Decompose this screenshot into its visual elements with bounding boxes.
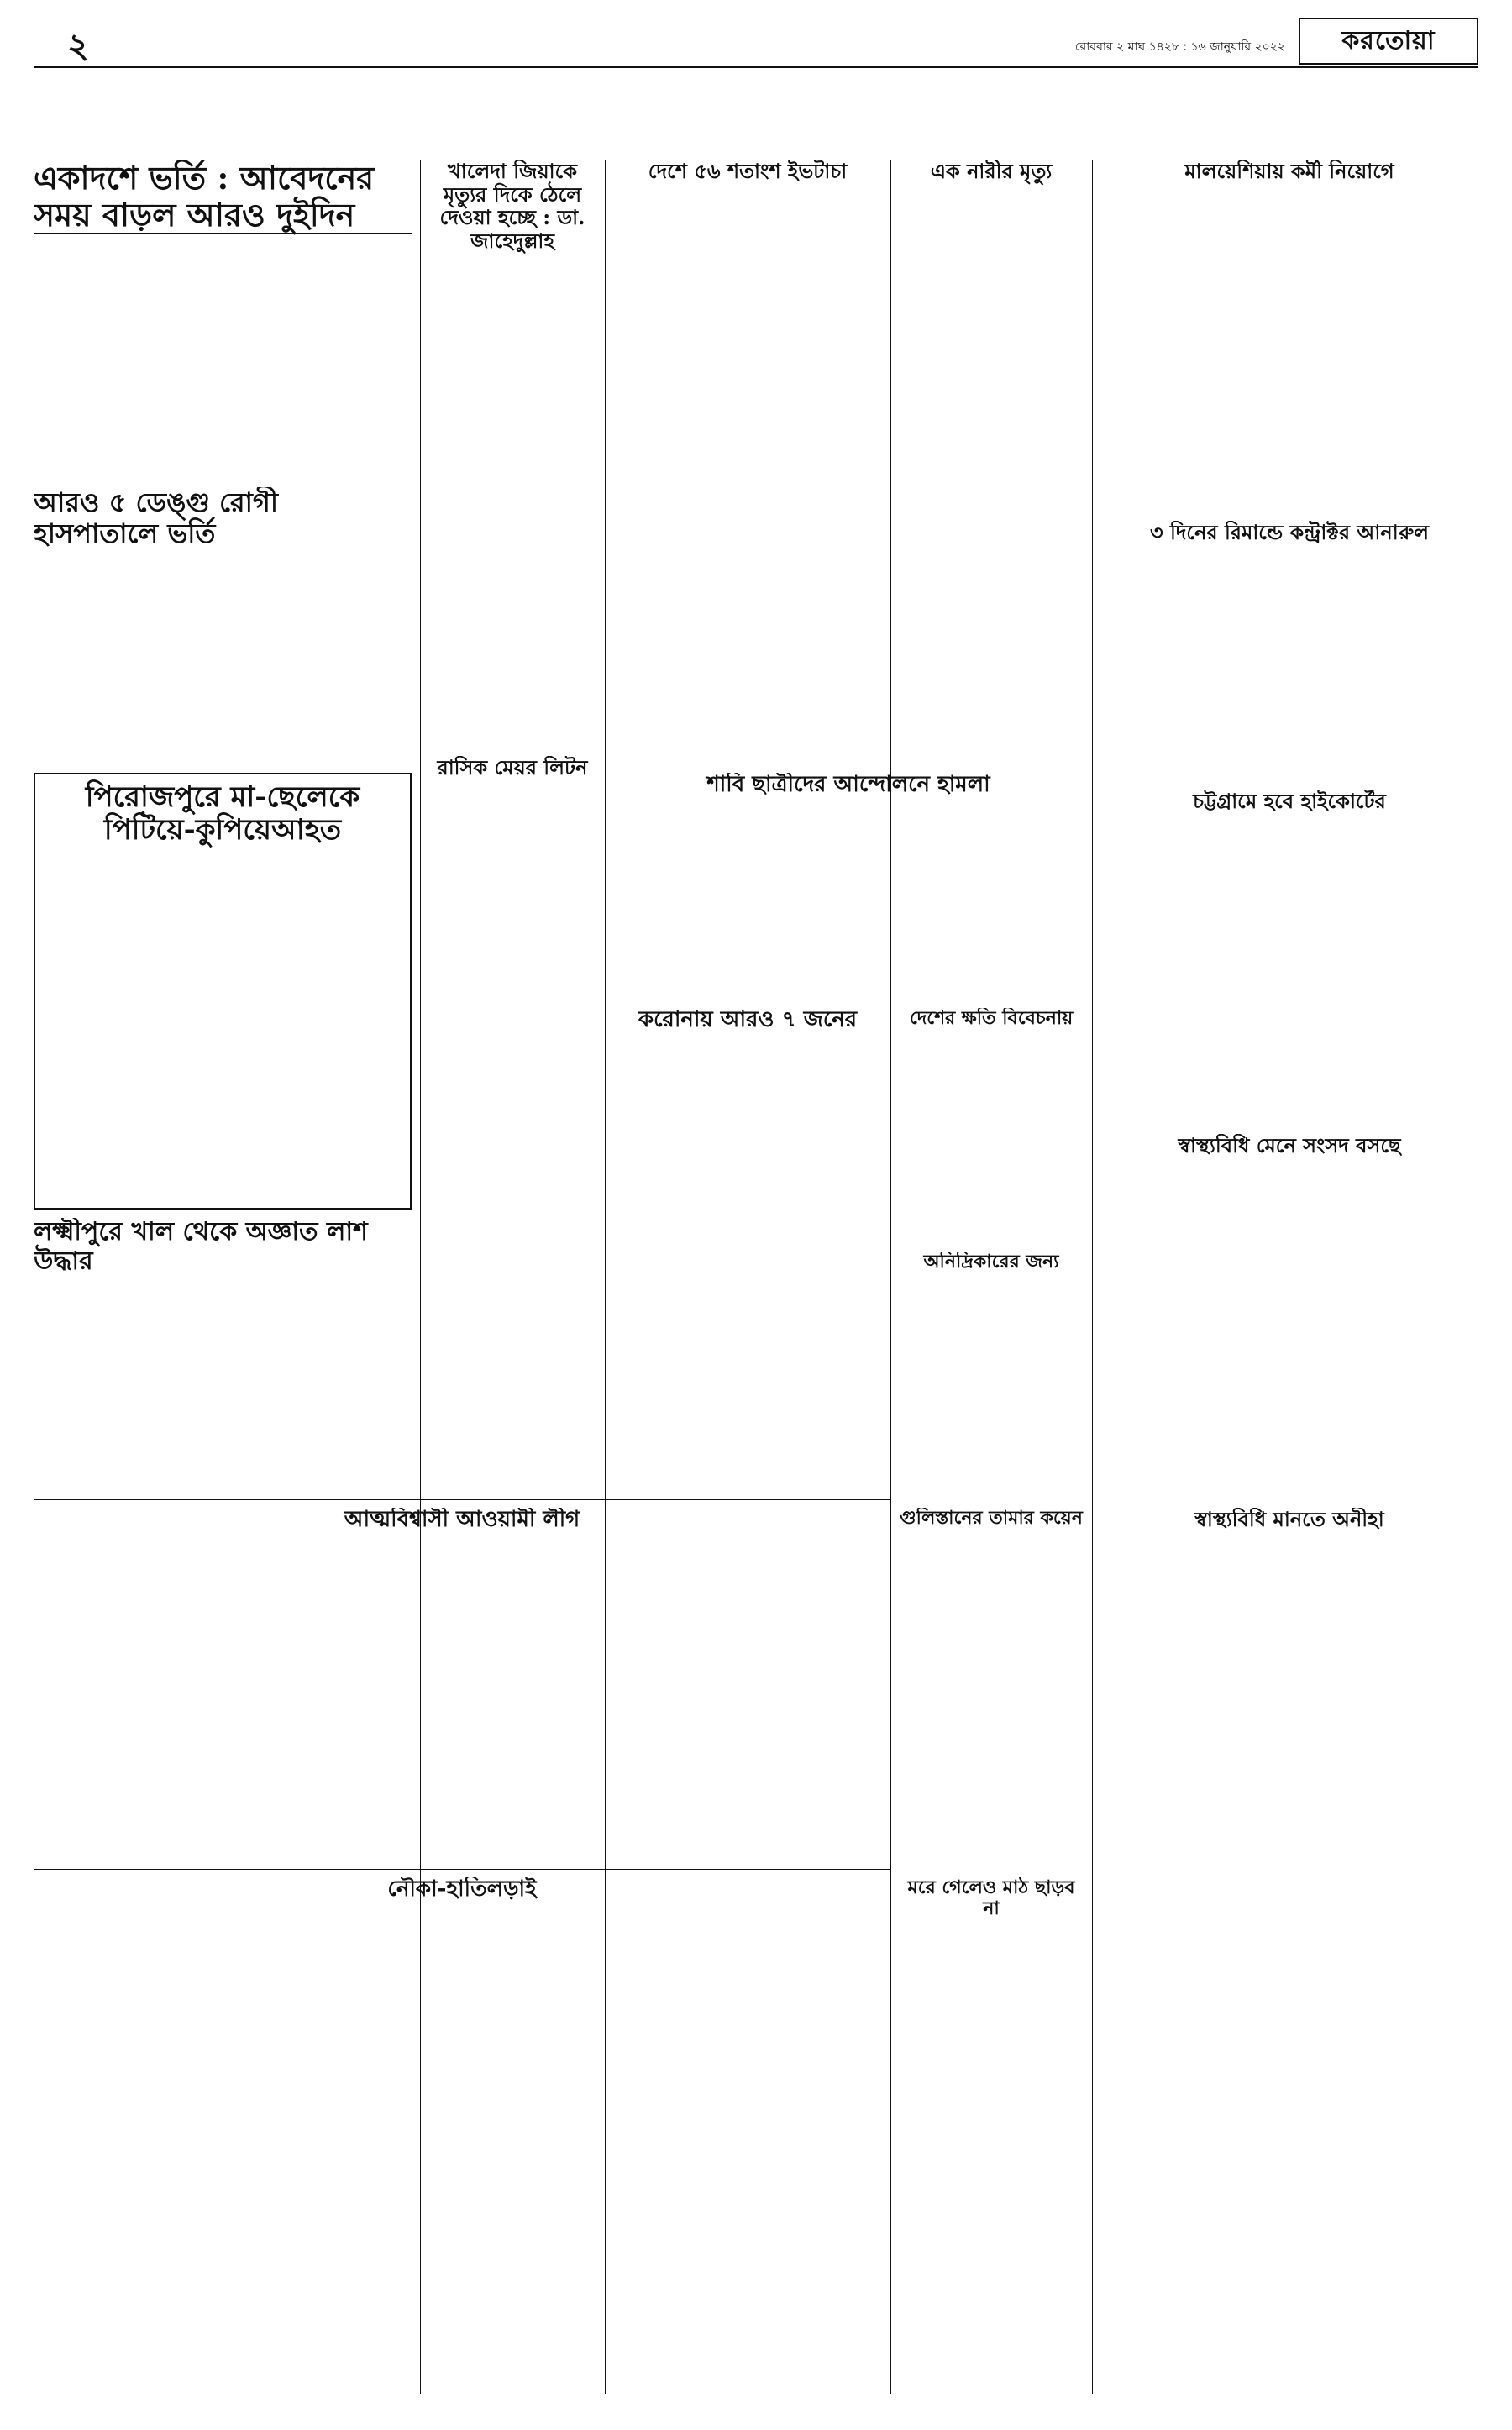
- headline: এক নারীর মৃত্যু: [930, 160, 1053, 183]
- article-pirojpur: [34, 773, 412, 1210]
- article-parliament-session: [1100, 1134, 1478, 1495]
- headline: ৩ দিনের রিমান্ডে কন্ট্রাক্টর আনারুল: [1149, 521, 1429, 544]
- article-corona-deaths: [613, 1008, 882, 1495]
- article-woman-death: [899, 160, 1084, 764]
- article-rasik-mayor: [428, 756, 596, 1495]
- section-rule: [34, 1869, 890, 1870]
- headline: রাসিক মেয়র লিটন: [437, 756, 588, 779]
- article-contractor-remand: [1100, 521, 1478, 781]
- headline: পিরোজপুরে মা-ছেলেকে পিটিয়ে-কুপিয়েআহত: [85, 780, 360, 848]
- headline: করোনায় আরও ৭ জনের: [638, 1008, 858, 1032]
- headline: স্বাস্থ্যবিধি মেনে সংসদ বসছে: [1178, 1134, 1401, 1157]
- headline: মরে গেলেও মাঠ ছাড়ব না: [907, 1877, 1075, 1920]
- section-rule: [34, 1499, 890, 1500]
- article-boat-elephant: [34, 1877, 890, 2398]
- article-gulistan-coins: [899, 1508, 1084, 1844]
- column-rule: [1092, 160, 1093, 2394]
- article-dengue: [34, 487, 412, 764]
- headline: একাদশে ভর্তি : আবেদনের সময় বাড়ল আরও দুইদিন: [34, 160, 412, 234]
- dateline: রোববার ২ মাঘ ১৪২৮ : ১৬ জানুয়ারি ২০২২: [1074, 40, 1285, 54]
- article-wont-leave-field: [899, 1877, 1084, 2398]
- headline: গুলিস্তানের তামার কয়েন: [900, 1508, 1083, 1529]
- headline: আত্মবিশ্বাসী আওয়ামী লীগ: [344, 1508, 580, 1532]
- article-lakshmipur: [34, 1218, 412, 1495]
- headline: আরও ৫ ডেঙ্গু রোগী হাসপাতালে ভর্তি: [34, 487, 279, 549]
- article-health-rules-reluctance: [1100, 1508, 1478, 2398]
- article-chattogram-highcourt: [1100, 790, 1478, 1126]
- headline: মালয়েশিয়ায় কর্মী নিয়োগে: [1184, 160, 1394, 183]
- headline: স্বাস্থ্যবিধি মানতে অনীহা: [1194, 1508, 1384, 1531]
- article-malaysia-workers: [1100, 160, 1478, 512]
- article-awami-league: [34, 1508, 890, 1861]
- headline: দেশে ৫৬ শতাংশ ইভটাচা: [648, 160, 848, 183]
- article-sust-protest: [613, 773, 1084, 1000]
- page-number: ২: [67, 26, 90, 66]
- headline: লক্ষ্মীপুরে খাল থেকে অজ্ঞাত লাশ উদ্ধার: [34, 1218, 368, 1276]
- headline: চট্টগ্রামে হবে হাইকোর্টের: [1193, 790, 1386, 813]
- masthead: [34, 15, 1478, 68]
- column-rule: [890, 160, 891, 2394]
- article-hsc-admission: [34, 160, 412, 479]
- article-eve-teasing: [613, 160, 882, 764]
- headline: দেশের ক্ষতি বিবেচনায়: [909, 1008, 1074, 1029]
- article-khaleda-zia: [428, 160, 596, 748]
- headline: খালেদা জিয়াকে মৃত্যুর দিকে ঠেলে দেওয়া হচ্ছে : ডা. জাহেদুল্লাহ: [439, 160, 585, 253]
- headline: শাবি ছাত্রীদের আন্দোলনে হামলা: [706, 773, 990, 797]
- article-country-loss: [899, 1008, 1084, 1243]
- newspaper-logo: করতোয়া: [1299, 18, 1478, 65]
- headline: নৌকা-হাতিলড়াই: [387, 1877, 537, 1902]
- headline: অনিদ্রিকারের জন্য: [923, 1252, 1059, 1273]
- article-insomnia: [899, 1252, 1084, 1495]
